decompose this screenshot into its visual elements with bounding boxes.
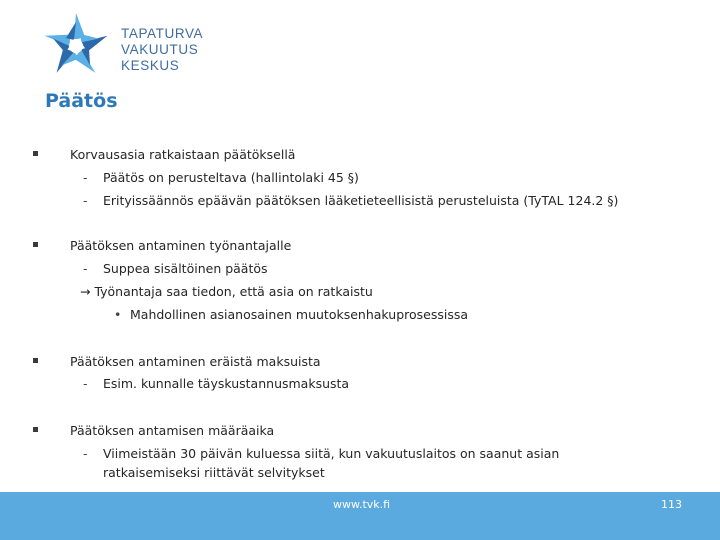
logo-line-2: VAKUUTUS <box>121 42 199 57</box>
slide-title: Päätös <box>45 90 118 112</box>
bullet-1-sub-1: Päätös on perusteltava (hallintolaki 45 §) <box>103 170 359 185</box>
bullet-3-sub-1: Esim. kunnalle täyskustannusmaksusta <box>103 376 350 391</box>
bullet-2-sub-sub: Mahdollinen asianosainen muutoksenhakuprosessissa <box>130 307 469 322</box>
bullet-1-sub-2: Erityissäännös epäävän päätöksen lääketieteellisistä perusteluista (TyTAL 124.2 §) <box>103 193 619 208</box>
dash-icon: - <box>83 446 88 461</box>
bullet-square-icon <box>33 151 38 156</box>
dash-icon: - <box>83 193 88 208</box>
bullet-square-icon <box>33 358 38 363</box>
page-number: 113 <box>661 498 682 511</box>
bullet-square-icon <box>33 427 38 432</box>
dash-icon: - <box>83 376 88 391</box>
dash-icon: - <box>83 170 88 185</box>
bullet-2-text: Päätöksen antaminen työnantajalle <box>70 238 292 253</box>
logo-line-3: KESKUS <box>121 58 180 73</box>
bullet-2-arrow-line: → Työnantaja saa tiedon, että asia on ratkaistu <box>80 284 373 299</box>
bullet-1-text: Korvausasia ratkaistaan päätöksellä <box>70 147 296 162</box>
dash-icon: - <box>83 261 88 276</box>
logo-line-1: TAPATURVA <box>121 26 204 41</box>
bullet-4-text: Päätöksen antamisen määräaika <box>70 423 275 438</box>
footer-website-link[interactable]: www.tvk.fi <box>333 498 391 511</box>
bullet-2-sub-1: Suppea sisältöinen päätös <box>103 261 268 276</box>
bullet-4-sub-1a: Viimeistään 30 päivän kuluessa siitä, kun vakuutuslaitos on saanut asian <box>103 446 560 461</box>
footer-bar <box>0 492 720 540</box>
bullet-square-icon <box>33 242 38 247</box>
bullet-4-sub-1b: ratkaisemiseksi riittävät selvitykset <box>103 465 325 480</box>
bullet-3-text: Päätöksen antaminen eräistä maksuista <box>70 354 321 369</box>
dot-icon: • <box>114 307 122 322</box>
